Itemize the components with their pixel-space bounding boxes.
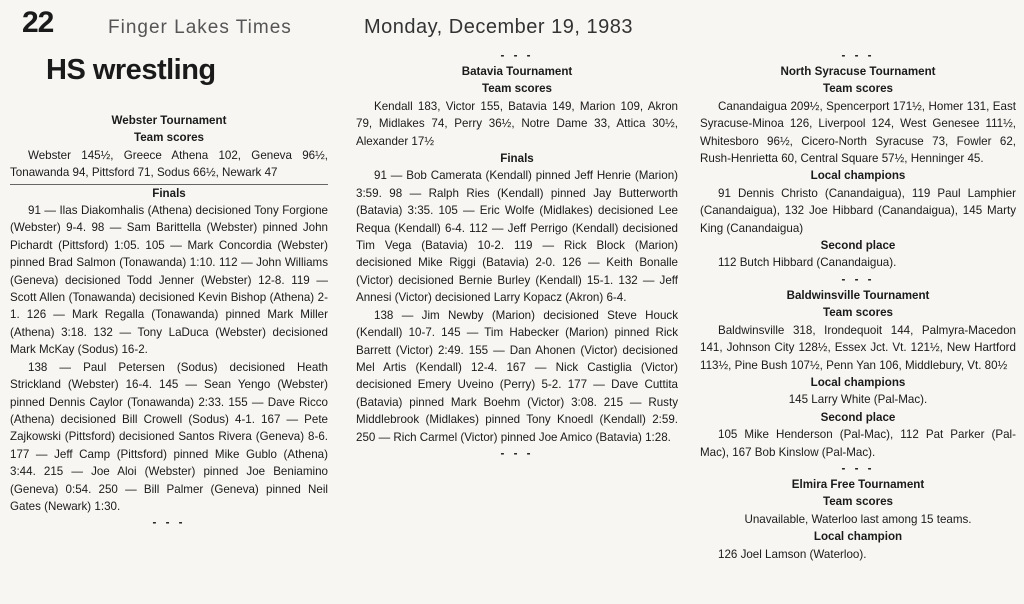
newspaper-name: Finger Lakes Times	[108, 17, 292, 38]
headline: HS wrestling	[46, 54, 216, 86]
webster-title: Webster Tournament	[111, 114, 227, 127]
baldwinsville-second: 105 Mike Henderson (Pal-Mac), 112 Pat Parker (Pal-Mac), 167 Bob Kinslow (Pal-Mac).	[700, 428, 1016, 459]
webster-finals-continued: 138 — Paul Petersen (Sodus) decisioned Heath Strickland (Webster) 16-4. 145 — Sean Yengo (Webster) pinned Dennis Caylor (Tonawanda) 2:33. 155 — Dave Ricco (Athena) decisioned Bill Crowell (Sodus) 4-1. 167 — Pete Zajkowski (Pittsford) decisioned Santos Rivera (Geneva) 8-6. 177 — Jeff Camp (Pittsford) pinned Mike Gublo (Athena) 3:44. 215 — Joe Aloi (Webster) pinned Joe Beniamino (Geneva) 0:54. 250 — Bill Palmer (Geneva) pinned Neil Gates (Newark) 1:30.	[10, 360, 328, 513]
webster-scores: Webster 145½, Greece Athena 102, Geneva 96½, Tonawanda 94, Pittsford 71, Sodus 66½, Newark 47	[10, 148, 328, 180]
batavia-title: Batavia Tournament	[461, 65, 573, 78]
north-syracuse-champions: 91 Dennis Christo (Canandaigua), 119 Paul Lamphier (Canandaigua), 132 Joe Hibbard (Canandaigua), 145 Marty King (Canandaigua)	[700, 186, 1016, 235]
masthead	[22, 6, 1002, 42]
elmira-champion: 126 Joel Lamson (Waterloo).	[718, 547, 867, 561]
column-batavia	[356, 48, 678, 461]
webster-finals: 91 — Ilas Diakomhalis (Athena) decisioned Tony Forgione (Webster) 9-4. 98 — Sam Barittella (Webster) pinned John Pichardt (Pittsford) 1:05. 105 — Mark Concordia (Webster) pinned Brad Salmon (Tonawanda) 1:10. 112 — John Williams (Geneva) decisioned Todd Jenner (Webster) 12-8. 119 — Scott Allen (Tonawanda) decisioned Kevin Bishop (Athena) 2-1. 126 — Mark Regalla (Tonawanda) pinned Mark Miller (Athena) 3:18. 132 — Tony LaDuca (Webster) decisioned Mark McKay (Sodus) 16-2.	[10, 204, 328, 357]
baldwinsville-second-heading: Second place	[820, 410, 896, 424]
elmira-champion-heading: Local champion	[813, 530, 903, 544]
elmira-scores-heading: Team scores	[822, 495, 894, 509]
separator: - - -	[500, 446, 534, 460]
batavia-scores: Kendall 183, Victor 155, Batavia 149, Marion 109, Akron 79, Midlakes 74, Perry 36½, Notre Dame 33, Attica 30½, Alexander 17½	[356, 99, 678, 148]
separator: - - -	[500, 49, 534, 62]
webster-scores-heading: Team scores	[133, 131, 205, 145]
separator: - - -	[841, 272, 875, 286]
elmira-scores: Unavailable, Waterloo last among 15 teams.	[744, 512, 972, 526]
north-syracuse-champions-heading: Local champions	[810, 169, 906, 183]
north-syracuse-title: North Syracuse Tournament	[780, 65, 936, 78]
batavia-finals-heading: Finals	[500, 152, 534, 166]
batavia-scores-heading: Team scores	[481, 82, 553, 96]
baldwinsville-title: Baldwinsville Tournament	[786, 288, 930, 302]
baldwinsville-scores: Baldwinsville 318, Irondequoit 144, Palmyra-Macedon 141, Johnson City 128½, Essex Jct. Vt. 121½, New Hartford 113½, Pine Bush 107½, Penn Yan 106, Middlebury, Vt. 80½	[700, 323, 1016, 372]
north-syracuse-second-heading: Second place	[820, 239, 896, 253]
elmira-title: Elmira Free Tournament	[791, 477, 925, 491]
dateline: Monday, December 19, 1983	[364, 16, 633, 38]
north-syracuse-scores: Canandaigua 209½, Spencerport 171½, Homer 131, East Syracuse-Minoa 126, Liverpool 124, West Genesee 111½, Whitesboro 96½, Cicero-North Syracuse 73, Fowler 62, Rush-Henrietta 60, Central Square 57½, Henninger 45.	[700, 99, 1016, 166]
north-syracuse-scores-heading: Team scores	[822, 82, 894, 96]
baldwinsville-champions-heading: Local champions	[810, 375, 906, 389]
separator: - - -	[152, 516, 186, 530]
webster-finals-heading: Finals	[152, 186, 186, 200]
column-webster	[10, 112, 328, 530]
page-number: 22	[22, 6, 54, 39]
batavia-finals-continued: 138 — Jim Newby (Marion) decisioned Steve Houck (Kendall) 10-7. 145 — Tim Habecker (Marion) pinned Rick Barrett (Victor) 2:49. 155 — Dan Ahonen (Victor) decisioned Mel Artis (Kendall) 12-4. 167 — Nick Castiglia (Victor) decisioned Emery Uveino (Perry) 5-2. 177 — Dave Cuttita (Batavia) pinned Mark Boehm (Victor) 3:08. 215 — Rusty Middlebrook (Midlakes) pinned Tony Knoedl (Kendall) 2:59. 250 — Rich Carmel (Victor) pinned Joe Amico (Batavia) 1:28.	[356, 308, 678, 444]
baldwinsville-champions: 145 Larry White (Pal-Mac).	[788, 393, 928, 407]
separator: - - -	[841, 461, 875, 475]
separator: - - -	[841, 49, 875, 62]
column-other-tournaments	[700, 48, 1016, 563]
baldwinsville-scores-heading: Team scores	[822, 306, 894, 320]
north-syracuse-second: 112 Butch Hibbard (Canandaigua).	[718, 256, 897, 270]
batavia-finals: 91 — Bob Camerata (Kendall) pinned Jeff Henrie (Marion) 3:59. 98 — Ralph Ries (Kendall) pinned Jay Butterworth (Batavia) 3:35. 105 — Eric Wolfe (Midlakes) decisioned Lee Requa (Kendall) 6-4. 112 — Jeff Perrigo (Kendall) decisioned Tim Vega (Batavia) 10-2. 119 — Rick Block (Marion) decisioned Mike Riggi (Batavia) 2-0. 126 — Keith Bonalle (Victor) decisioned Bernie Burley (Kendall) 15-1. 132 — Jeff Annesi (Victor) decisioned Larry Kopacz (Akron) 6-4.	[356, 169, 678, 305]
